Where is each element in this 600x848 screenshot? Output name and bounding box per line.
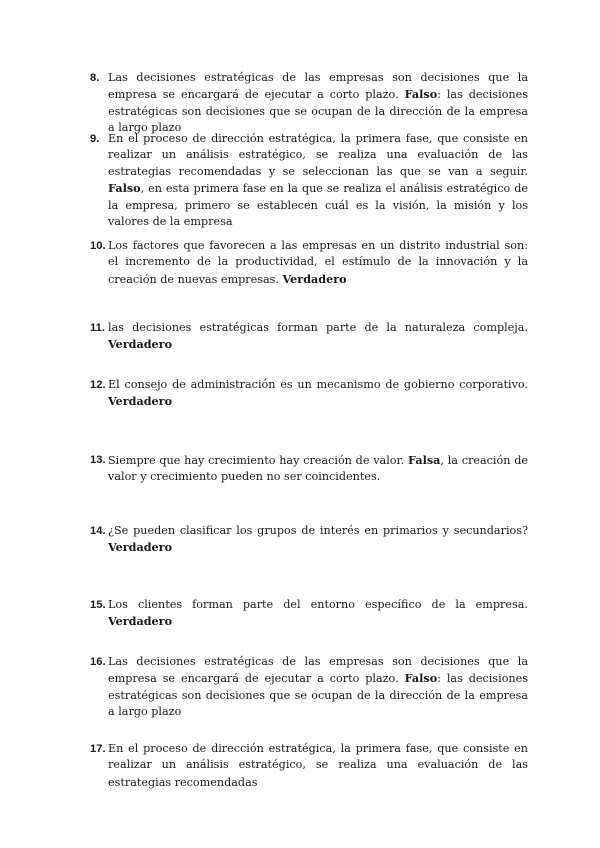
question-text: Las decisiones estratégicas de las empresas son decisiones que la empresa se encargará de ejecutar a corto plazo. Falso: las decisiones estratégicas son decisiones que se ocupan de la dirección de la empresa a largo plazo	[108, 71, 528, 135]
question-number: 17.	[90, 743, 106, 755]
answer-label: Falsa	[407, 453, 441, 467]
answer-label: Verdadero	[282, 271, 347, 286]
question-item-10	[90, 238, 528, 288]
question-number: 12.	[90, 379, 106, 391]
question-item-16	[90, 654, 528, 721]
question-number: 13.	[90, 454, 106, 466]
question-item-13	[90, 452, 528, 486]
question-number: 9.	[90, 133, 100, 145]
question-item-17	[90, 741, 528, 791]
question-number: 8.	[90, 72, 100, 84]
question-text: Los clientes forman parte del entorno específico de la empresa. Verdadero	[108, 598, 528, 629]
answer-label: Verdadero	[108, 614, 173, 629]
answer-label: Verdadero	[108, 337, 173, 352]
question-item-15	[90, 597, 528, 631]
question-item-12	[90, 377, 528, 411]
question-number: 15.	[90, 599, 106, 611]
question-text: Los factores que favorecen a las empresas en un distrito industrial son: el incremento de la productividad, el estímulo de la innovación y la creación de nuevas empresas. Verdadero	[108, 239, 528, 286]
question-number: 11.	[90, 322, 105, 334]
question-text: las decisiones estratégicas forman parte de la naturaleza compleja. Verdadero	[108, 321, 528, 352]
question-number: 14.	[90, 525, 106, 537]
answer-label: Verdadero	[108, 394, 173, 409]
question-item-9	[90, 131, 528, 230]
answer-label: Falso	[404, 671, 438, 686]
answer-label: Falso	[108, 181, 141, 196]
answer-label: Falso	[404, 87, 438, 102]
question-text: Las decisiones estratégicas de las empresas son decisiones que la empresa se encargará de ejecutar a corto plazo. Falso: las decisiones estratégicas son decisiones que se ocupan de la dirección de la empresa a largo plazo	[108, 655, 528, 719]
question-text: El consejo de administración es un mecanismo de gobierno corporativo. Verdadero	[108, 378, 528, 409]
question-item-8	[90, 70, 528, 137]
question-number: 16.	[90, 656, 106, 668]
question-item-11	[90, 320, 528, 354]
question-text: ¿Se pueden clasificar los grupos de interés en primarios y secundarios? Verdadero	[108, 524, 528, 555]
question-text: Siempre que hay crecimiento hay creación de valor. Falsa, la creación de valor y crecimiento pueden no ser coincidentes.	[108, 453, 528, 484]
answer-label: Verdadero	[108, 540, 173, 555]
question-text: En el proceso de dirección estratégica, la primera fase, que consiste en realizar un análisis estratégico, se realiza una evaluación de las estrategias recomendadas y se seleccionan las que se van a seguir. Falso, en esta primera fase en la que se realiza el análisis estratégico de la empresa, primero se establecen cuál es la visión, la misión y los valores de la empresa	[108, 132, 528, 229]
question-item-14	[90, 523, 528, 557]
question-number: 10.	[90, 240, 106, 252]
question-text: En el proceso de dirección estratégica, la primera fase, que consiste en realizar un análisis estratégico, se realiza una evaluación de las estrategias recomendadas	[108, 742, 528, 789]
